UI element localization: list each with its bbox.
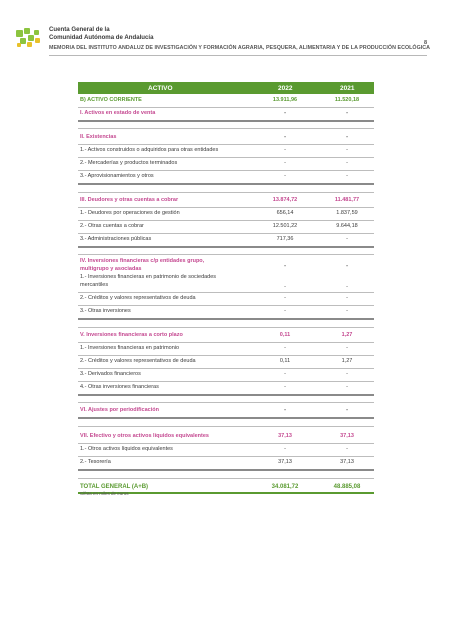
divider <box>78 292 374 293</box>
row-label: 3.- Administraciones públicas <box>80 236 152 242</box>
row-label: III. Deudores y otras cuentas a cobrar <box>80 197 179 203</box>
divider <box>78 342 374 343</box>
row-label: V. Inversiones financieras a corto plazo <box>80 332 183 338</box>
divider <box>78 157 374 158</box>
divider <box>78 417 374 419</box>
value-2021: - <box>346 295 348 301</box>
divider <box>78 220 374 221</box>
value-2021: 1,27 <box>341 358 353 364</box>
org-title <box>49 26 154 42</box>
balance-table <box>78 82 374 490</box>
header-activo: ACTIVO <box>148 85 173 92</box>
value-2022: 0,11 <box>279 332 291 338</box>
divider <box>78 456 374 457</box>
divider <box>78 478 374 479</box>
value-2022: 13.874,72 <box>272 197 298 203</box>
row-label: 3.- Aprovisionamientos y otros <box>80 173 154 179</box>
value-2021: 37,13 <box>340 459 354 465</box>
value-2021: - <box>346 147 348 153</box>
total-2022: 34.081,72 <box>271 484 299 490</box>
row-label-line2: mercantiles <box>80 282 109 288</box>
value-2022: - <box>284 295 286 301</box>
value-2022: - <box>284 384 286 390</box>
divider <box>78 318 374 320</box>
value-2022: - <box>284 446 286 452</box>
row-label: 1.- Inversiones financieras en patrimonio <box>80 345 180 351</box>
value-2022: - <box>284 147 286 153</box>
value-2022: - <box>284 284 286 290</box>
row-label: 1.- Otros activos líquidos equivalentes <box>80 446 173 452</box>
value-2021: - <box>346 284 348 290</box>
divider <box>78 469 374 471</box>
value-2021: - <box>346 263 348 269</box>
divider <box>78 107 374 108</box>
header-2022: 2022 <box>278 85 293 92</box>
divider <box>78 144 374 145</box>
divider <box>78 368 374 369</box>
divider <box>78 394 374 396</box>
divider <box>78 381 374 382</box>
value-2022: - <box>284 263 286 269</box>
value-2022: - <box>284 160 286 166</box>
row-label: 2.- Mercaderías y productos terminados <box>80 160 178 166</box>
row-label: 2.- Tesorería <box>80 459 111 465</box>
value-2021: 11.481,77 <box>334 197 360 203</box>
row-label-line1: 1.- Inversiones financieras en patrimonio de sociedades <box>80 274 217 280</box>
value-2022: - <box>284 371 286 377</box>
page-number: 8 <box>424 40 428 46</box>
divider <box>78 120 374 122</box>
value-2021: 1,27 <box>341 332 353 338</box>
value-2022: 13.911,96 <box>272 97 298 103</box>
memoria-title: MEMORIA DEL INSTITUTO ANDALUZ DE INVESTIGACIÓN Y FORMACIÓN AGRARIA, PESQUERA, ALIMENTARIA Y DE LA PRODUCCIÓN ECOLÓGICA <box>49 45 431 51</box>
divider <box>78 402 374 403</box>
value-2021: 11.520,18 <box>334 97 360 103</box>
value-2022: - <box>284 407 286 413</box>
value-2021: - <box>346 345 348 351</box>
total-2021: 48.885,08 <box>333 484 361 490</box>
divider <box>78 305 374 306</box>
divider <box>78 254 374 255</box>
value-2022: 0,11 <box>279 358 291 364</box>
divider <box>78 426 374 427</box>
table-header <box>78 82 374 94</box>
value-2021: - <box>346 110 348 116</box>
value-2022: 37,13 <box>278 433 292 439</box>
value-2021: - <box>346 308 348 314</box>
value-2021: - <box>346 173 348 179</box>
value-2021: - <box>346 134 348 140</box>
divider <box>78 183 374 185</box>
value-2022: - <box>284 134 286 140</box>
row-label: 1.- Activos construidos o adquiridos para otras entidades <box>80 147 219 153</box>
row-label: 1.- Deudores por operaciones de gestión <box>80 210 180 216</box>
divider <box>78 233 374 234</box>
divider <box>78 443 374 444</box>
value-2022: - <box>284 308 286 314</box>
value-2021: - <box>346 160 348 166</box>
divider <box>78 170 374 171</box>
total-label: TOTAL GENERAL (A+B) <box>80 484 149 490</box>
divider <box>78 128 374 129</box>
value-2021: - <box>346 446 348 452</box>
row-label-line1: IV. Inversiones financieras c/p entidades grupo, <box>80 258 205 264</box>
divider <box>78 246 374 248</box>
row-label: 2.- Otras cuentas a cobrar <box>80 223 144 229</box>
org-line2: Comunidad Autónoma de Andalucía <box>49 34 154 41</box>
row-label: VII. Efectivo y otros activos líquidos equivalentes <box>80 433 209 439</box>
header-2021: 2021 <box>340 85 355 92</box>
value-2021: - <box>346 371 348 377</box>
value-2021: 9.644,18 <box>336 223 358 229</box>
value-2021: 1.837,59 <box>336 210 358 216</box>
divider <box>78 355 374 356</box>
row-label: 2.- Créditos y valores representativos de deuda <box>80 295 196 301</box>
row-label: 3.- Otras inversiones <box>80 308 131 314</box>
divider <box>78 192 374 193</box>
row-label: I. Activos en estado de venta <box>80 110 156 116</box>
row-label: VI. Ajustes por periodificación <box>80 407 159 413</box>
org-line1: Cuenta General de la <box>49 26 110 33</box>
row-label: 2.- Créditos y valores representativos de deuda <box>80 358 196 364</box>
value-2022: - <box>284 345 286 351</box>
value-2021: - <box>346 384 348 390</box>
row-label: B) ACTIVO CORRIENTE <box>80 97 142 103</box>
value-2022: 717,36 <box>276 236 294 242</box>
andalucia-logo-icon <box>14 24 44 52</box>
row-label: II. Existencias <box>80 134 117 140</box>
value-2021: 37,13 <box>340 433 354 439</box>
value-2022: 37,13 <box>278 459 292 465</box>
value-2022: - <box>284 173 286 179</box>
value-2022: 12.501,22 <box>272 223 298 229</box>
row-label: 3.- Derivados financieros <box>80 371 141 377</box>
row-label: 4.- Otras inversiones financieras <box>80 384 159 390</box>
header-divider <box>49 55 427 56</box>
footnote: Cifras en miles de euros <box>80 491 129 496</box>
value-2021: - <box>346 407 348 413</box>
divider <box>78 327 374 328</box>
value-2022: 656,14 <box>276 210 294 216</box>
value-2022: - <box>284 110 286 116</box>
value-2021: - <box>346 236 348 242</box>
divider <box>78 207 374 208</box>
row-label-line2: multigrupo y asociadas <box>80 266 142 272</box>
